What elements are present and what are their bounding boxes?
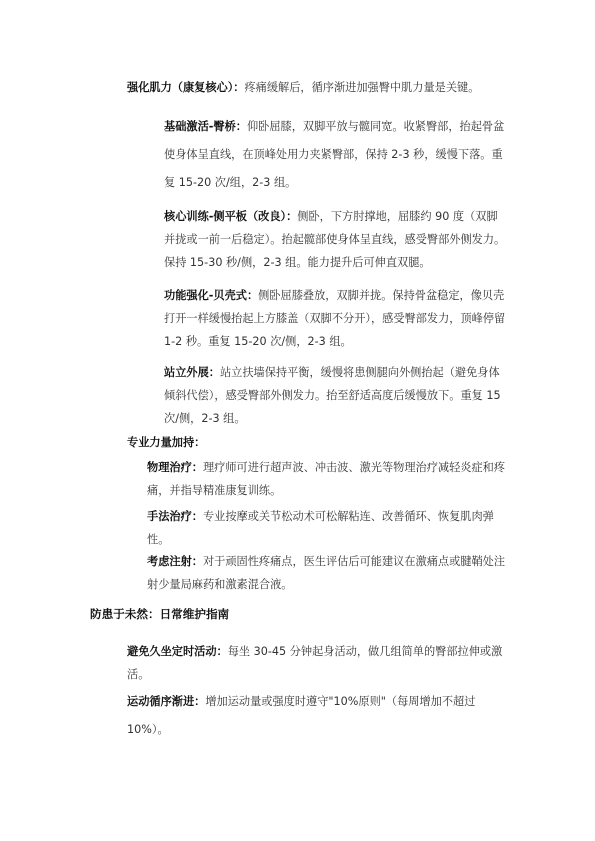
exercise-standing-abduction — [164, 361, 508, 430]
tip-text: 增加运动量或强度时遵守"10%原则"（每周增加不超过10%）。 — [127, 695, 476, 736]
section-heading-prevention: 防患于未然：日常维护指南 — [90, 607, 230, 621]
section-strengthen — [127, 82, 527, 93]
exercise-title: 核心训练-侧平板（改良）： — [164, 210, 298, 223]
tip-title: 运动循序渐进： — [127, 695, 206, 708]
exercise-text: 侧卧屈膝叠放，双脚并拢。保持骨盆稳定，像贝壳打开一样缓慢抬起上方膝盖（双脚不分开），感受臀部发力，顶峰停留 1-2 秒。重复 15-20 次/侧，2-3 组。 — [164, 289, 506, 348]
exercise-title: 站立外展： — [164, 366, 220, 379]
therapy-text: 专业按摩或关节松动术可松解粘连、改善循环、恢复肌肉弹性。 — [147, 510, 494, 546]
tip-avoid-sitting — [127, 640, 511, 686]
exercise-glute-bridge — [164, 113, 508, 197]
exercise-text: 站立扶墙保持平衡，缓慢将患侧腿向外侧抬起（避免身体倾斜代偿），感受臀部外侧发力。抬至舒适高度后缓慢放下。重复 15 次/侧，2-3 组。 — [164, 366, 501, 425]
tip-title: 避免久坐定时活动： — [127, 645, 228, 658]
section-title: 专业力量加持： — [127, 436, 206, 449]
tip-text: 每坐 30-45 分钟起身活动，做几组简单的臀部拉伸或激活。 — [127, 645, 503, 681]
exercise-side-plank — [164, 205, 508, 274]
tip-gradual-exercise — [127, 688, 511, 744]
exercise-clamshell — [164, 284, 508, 353]
therapy-title: 考虑注射： — [147, 555, 203, 568]
therapy-title: 物理治疗： — [147, 461, 203, 474]
exercise-text: 侧卧，下方肘撑地，屈膝约 90 度（双脚并拢或一前一后稳定）。抬起髋部使身体呈直线，感受臀部外侧发力。保持 15-30 秒/侧，2-3 组。能力提升后可伸直双腿。 — [164, 210, 506, 269]
therapy-injection — [147, 550, 509, 596]
therapy-text: 对于顽固性疼痛点，医生评估后可能建议在激痛点或腱鞘处注射少量局麻药和激素混合液。 — [147, 555, 506, 591]
exercise-title: 功能强化-贝壳式： — [164, 289, 259, 302]
therapy-physical — [147, 456, 509, 502]
section-title: 强化肌力（康复核心）： — [127, 81, 245, 94]
therapy-manual — [147, 505, 509, 551]
exercise-text: 仰卧屈膝，双脚平放与髋同宽。收紧臀部，抬起骨盆使身体呈直线，在顶峰处用力夹紧臀部，保持 2-3 秒，缓慢下落。重复 15-20 次/组，2-3 组。 — [164, 120, 505, 189]
section-professional — [127, 437, 205, 448]
therapy-title: 手法治疗： — [147, 510, 203, 523]
therapy-text: 理疗师可进行超声波、冲击波、激光等物理治疗减轻炎症和疼痛，并指导精准康复训练。 — [147, 461, 506, 497]
section-text: 疼痛缓解后，循序渐进加强臀中肌力量是关键。 — [244, 81, 480, 94]
exercise-title: 基础激活-臀桥： — [164, 120, 247, 133]
